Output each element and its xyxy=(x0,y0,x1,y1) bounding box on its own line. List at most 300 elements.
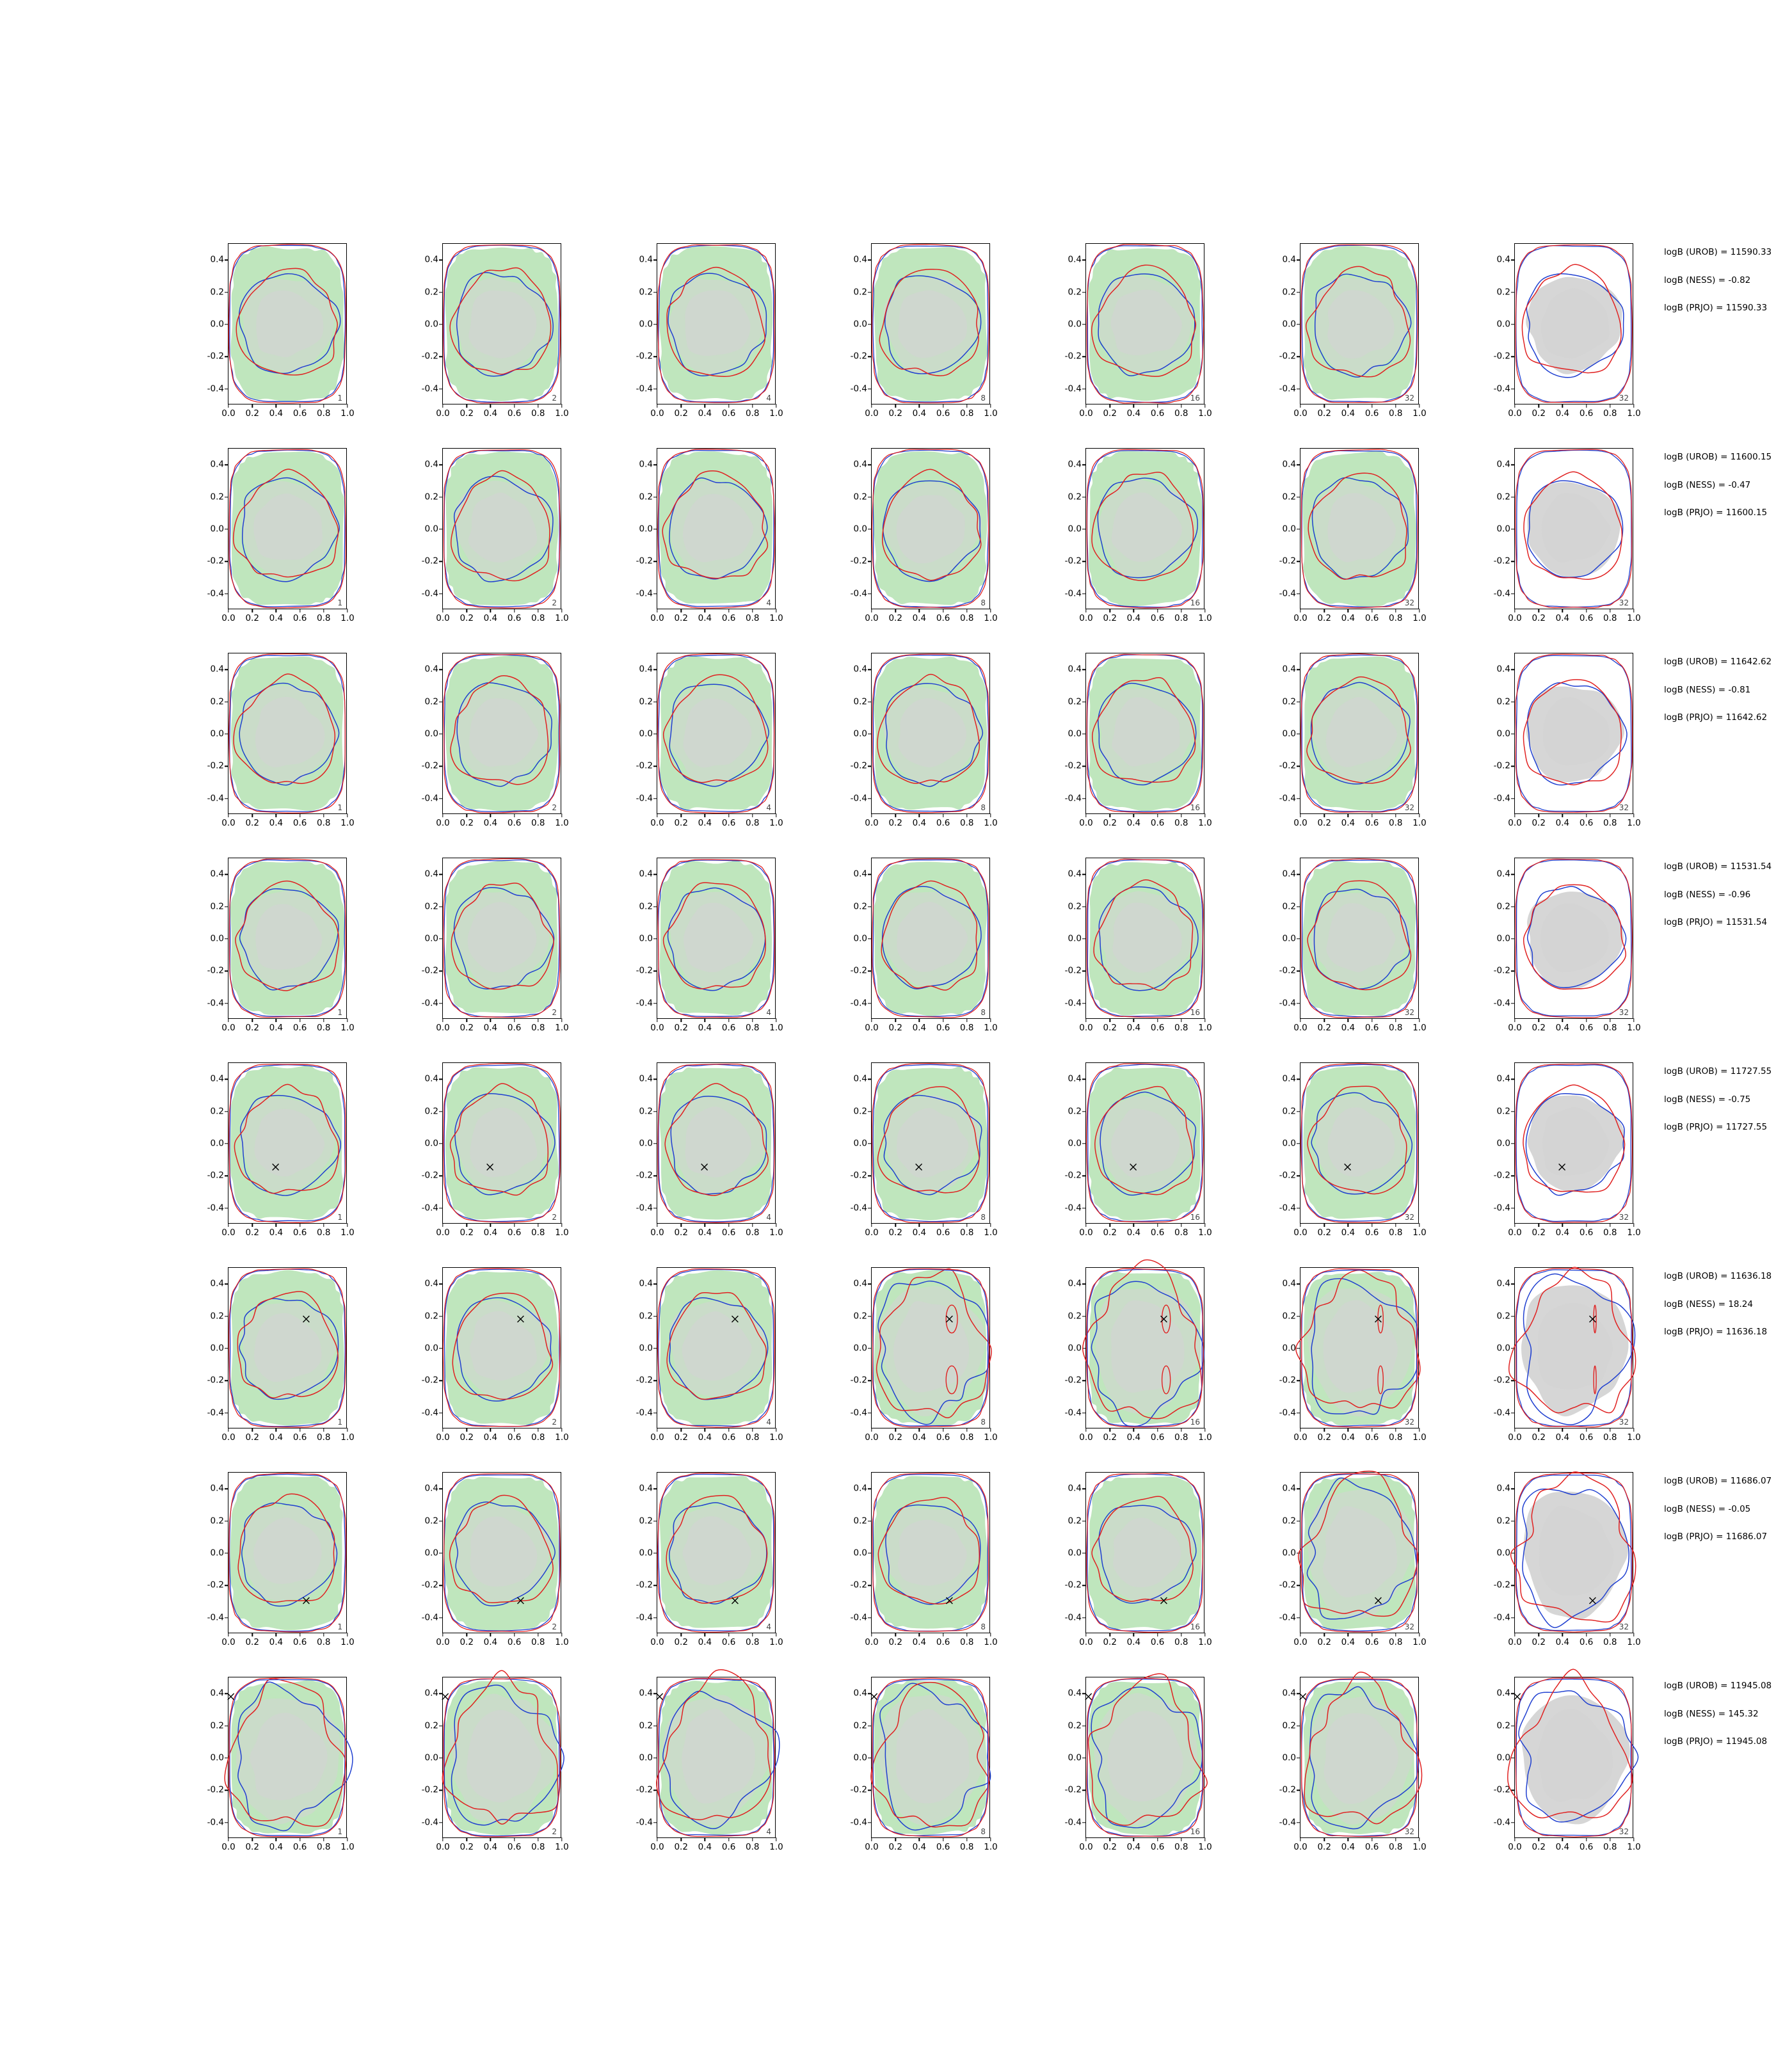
y-tick-label: -0.4 xyxy=(421,1203,438,1213)
y-tick-label: 0.0 xyxy=(639,1343,653,1354)
contour-panel[interactable] xyxy=(406,1261,569,1466)
y-tick-label: 0.4 xyxy=(853,1688,867,1699)
y-tick-label: -0.4 xyxy=(1279,588,1296,599)
contour-panel[interactable] xyxy=(192,1261,355,1466)
x-tick-label: 0.0 xyxy=(1293,1228,1308,1238)
panel-axes xyxy=(1064,448,1212,623)
x-tick-label: 0.4 xyxy=(912,1228,927,1238)
contour-panel[interactable] xyxy=(621,442,781,646)
y-tick-label: -0.2 xyxy=(1064,1580,1082,1590)
x-tick-label: 1.0 xyxy=(1627,613,1641,623)
x-tick-label: 0.4 xyxy=(912,408,927,419)
x-tick-label: 1.0 xyxy=(984,408,998,419)
panel-corner-label: 1 xyxy=(337,1622,342,1631)
contour-panel[interactable] xyxy=(621,1261,781,1466)
y-tick-label: 0.4 xyxy=(1496,1688,1510,1699)
contour-plot xyxy=(443,1677,561,1837)
x-tick-label: 0.6 xyxy=(1579,1432,1594,1443)
x-tick-label: 0.0 xyxy=(865,613,879,623)
contour-panel[interactable] xyxy=(406,1056,569,1261)
panel-corner-label: 8 xyxy=(980,1213,986,1222)
x-tick-label: 0.8 xyxy=(960,818,974,828)
x-tick-label: 0.6 xyxy=(507,613,522,623)
y-tick-label: 0.4 xyxy=(424,1278,438,1289)
y-tick-label: 0.0 xyxy=(210,524,224,534)
contour-panel[interactable] xyxy=(1050,646,1210,851)
y-tick-label: 0.2 xyxy=(424,900,438,911)
panel-axes xyxy=(1279,243,1427,419)
y-tick-label: 0.4 xyxy=(853,664,867,675)
y-tick-label: 0.0 xyxy=(1068,1548,1082,1558)
contour-plot xyxy=(657,1473,775,1633)
panel-axes xyxy=(1493,243,1641,419)
contour-panel[interactable] xyxy=(1478,237,1641,442)
y-tick-label: -0.2 xyxy=(636,1170,653,1181)
contour-panel[interactable] xyxy=(1478,1261,1641,1466)
contour-panel[interactable] xyxy=(406,1466,569,1670)
contour-plot xyxy=(228,858,346,1018)
y-tick-label: 0.0 xyxy=(1282,1752,1296,1763)
x-tick-label: 0.0 xyxy=(1508,818,1522,828)
y-tick-label: -0.2 xyxy=(850,760,867,771)
x-tick-label: 0.0 xyxy=(1079,408,1093,419)
contour-panel[interactable] xyxy=(621,646,781,851)
contour-panel[interactable] xyxy=(1050,1670,1210,1875)
panel-corner-label: 8 xyxy=(980,598,986,607)
contour-panel[interactable] xyxy=(406,442,569,646)
x-tick-label: 1.0 xyxy=(984,1842,998,1852)
x-tick-label: 0.0 xyxy=(1293,818,1308,828)
log-bayes-factor-annotation: logB (UROB) = 11727.55 xyxy=(1664,1066,1772,1076)
panel-axes xyxy=(207,858,355,1033)
x-tick-label: 1.0 xyxy=(1627,1432,1641,1443)
panel-axes xyxy=(1064,653,1212,828)
contour-panel[interactable] xyxy=(1050,1261,1210,1466)
y-tick-label: -0.2 xyxy=(1493,965,1510,976)
contour-panel[interactable] xyxy=(1050,851,1210,1056)
panel-corner-label: 2 xyxy=(552,598,557,607)
contour-panel[interactable] xyxy=(1478,1670,1641,1875)
y-tick-label: 0.0 xyxy=(853,1548,867,1558)
x-tick-label: 0.6 xyxy=(292,1637,307,1647)
log-bayes-factor-annotation: logB (UROB) = 11686.07 xyxy=(1664,1476,1772,1486)
x-tick-label: 0.4 xyxy=(269,1228,284,1238)
x-tick-label: 0.2 xyxy=(1317,408,1331,419)
y-tick-label: 0.4 xyxy=(1282,254,1296,265)
contour-panel[interactable] xyxy=(835,646,998,851)
y-tick-label: 0.0 xyxy=(639,1752,653,1763)
contour-panel[interactable] xyxy=(835,237,998,442)
y-tick-label: 0.2 xyxy=(210,1720,224,1731)
x-tick-label: 0.2 xyxy=(460,1023,474,1033)
contour-panel[interactable] xyxy=(1264,646,1427,851)
panel-corner-label: 1 xyxy=(337,1213,342,1222)
y-tick-label: 0.4 xyxy=(1496,459,1510,470)
x-tick-label: 0.8 xyxy=(531,1842,545,1852)
contour-panel[interactable] xyxy=(406,237,569,442)
x-tick-label: 0.0 xyxy=(865,408,879,419)
y-tick-label: -0.4 xyxy=(636,1817,653,1828)
x-tick-label: 1.0 xyxy=(1412,1637,1427,1647)
x-tick-label: 0.4 xyxy=(483,1432,498,1443)
y-tick-label: -0.2 xyxy=(1279,760,1296,771)
y-tick-label: 0.0 xyxy=(1496,728,1510,739)
contour-panel[interactable] xyxy=(1478,1466,1641,1670)
y-tick-label: -0.4 xyxy=(636,383,653,394)
y-tick-label: 0.0 xyxy=(1068,319,1082,330)
x-tick-label: 0.6 xyxy=(1150,1023,1165,1033)
x-tick-label: 0.2 xyxy=(460,818,474,828)
contour-plot xyxy=(228,449,346,609)
x-tick-label: 0.6 xyxy=(292,613,307,623)
panel-corner-label: 4 xyxy=(766,1827,771,1836)
x-tick-label: 0.4 xyxy=(1555,1228,1570,1238)
y-tick-label: -0.2 xyxy=(1064,965,1082,976)
x-tick-label: 0.6 xyxy=(1579,818,1594,828)
x-tick-label: 1.0 xyxy=(340,1432,355,1443)
y-tick-label: -0.4 xyxy=(636,1203,653,1213)
y-tick-label: -0.2 xyxy=(1064,351,1082,362)
y-tick-label: 0.0 xyxy=(639,1138,653,1149)
panel-axes xyxy=(421,1677,569,1852)
panel-corner-label: 16 xyxy=(1190,1418,1200,1427)
contour-plot xyxy=(657,858,775,1018)
contour-plot xyxy=(1515,449,1633,609)
contour-plot xyxy=(1515,1677,1633,1837)
y-tick-label: 0.0 xyxy=(210,1752,224,1763)
x-tick-label: 0.8 xyxy=(1174,1637,1188,1647)
log-bayes-factor-annotation: logB (PRJO) = 11590.33 xyxy=(1664,303,1768,313)
contour-panel[interactable] xyxy=(192,1670,355,1875)
x-tick-label: 0.2 xyxy=(245,408,259,419)
panel-corner-label: 4 xyxy=(766,1008,771,1017)
x-tick-label: 0.6 xyxy=(507,1023,522,1033)
contour-panel[interactable] xyxy=(835,1056,998,1261)
contour-panel[interactable] xyxy=(1050,442,1210,646)
x-tick-label: 0.8 xyxy=(531,818,545,828)
log-bayes-factor-annotation: logB (NESS) = -0.96 xyxy=(1664,889,1751,900)
x-tick-label: 0.0 xyxy=(865,1842,879,1852)
x-tick-label: 0.6 xyxy=(507,1228,522,1238)
y-tick-label: 0.4 xyxy=(639,459,653,470)
x-tick-label: 1.0 xyxy=(1412,818,1427,828)
contour-plot xyxy=(1300,1063,1418,1223)
contour-plot xyxy=(228,1268,346,1428)
contour-panel[interactable] xyxy=(406,1670,569,1875)
contour-panel[interactable] xyxy=(1264,237,1427,442)
x-tick-label: 0.0 xyxy=(1079,1432,1093,1443)
contour-panel[interactable] xyxy=(835,851,998,1056)
contour-panel[interactable] xyxy=(1050,1466,1210,1670)
x-tick-label: 0.8 xyxy=(1603,1023,1617,1033)
contour-panel[interactable] xyxy=(192,237,355,442)
x-tick-label: 0.6 xyxy=(292,1228,307,1238)
x-tick-label: 0.0 xyxy=(436,408,450,419)
panel-corner-label: 8 xyxy=(980,1622,986,1631)
y-tick-label: -0.4 xyxy=(850,588,867,599)
row-annotation-block xyxy=(1664,863,1792,947)
x-tick-label: 0.0 xyxy=(221,408,236,419)
x-tick-label: 0.4 xyxy=(1126,613,1141,623)
panel-corner-label: 4 xyxy=(766,1418,771,1427)
x-tick-label: 0.8 xyxy=(746,1637,760,1647)
log-bayes-factor-annotation: logB (UROB) = 11590.33 xyxy=(1664,247,1772,257)
x-tick-label: 1.0 xyxy=(769,613,783,623)
x-tick-label: 0.2 xyxy=(1103,1228,1117,1238)
contour-plot xyxy=(228,1677,346,1837)
y-tick-label: -0.2 xyxy=(421,351,438,362)
x-tick-label: 0.6 xyxy=(1579,1228,1594,1238)
contour-panel[interactable] xyxy=(1264,851,1427,1056)
x-tick-label: 0.6 xyxy=(292,1432,307,1443)
x-tick-label: 0.0 xyxy=(1293,1637,1308,1647)
contour-panel[interactable] xyxy=(621,237,781,442)
log-bayes-factor-annotation: logB (UROB) = 11600.15 xyxy=(1664,452,1772,462)
panel-corner-label: 32 xyxy=(1619,1213,1629,1222)
x-tick-label: 0.8 xyxy=(746,818,760,828)
y-tick-label: 0.0 xyxy=(853,728,867,739)
contour-panel[interactable] xyxy=(1264,1466,1427,1670)
y-tick-label: 0.0 xyxy=(424,524,438,534)
y-tick-label: 0.2 xyxy=(853,491,867,502)
x-tick-label: 0.2 xyxy=(674,408,688,419)
contour-panel[interactable] xyxy=(406,646,569,851)
x-tick-label: 0.2 xyxy=(1103,613,1117,623)
y-tick-label: 0.4 xyxy=(639,664,653,675)
x-tick-label: 0.4 xyxy=(269,1842,284,1852)
contour-panel[interactable] xyxy=(1050,237,1210,442)
x-tick-label: 0.4 xyxy=(912,1023,927,1033)
contour-panel[interactable] xyxy=(1264,442,1427,646)
x-tick-label: 0.4 xyxy=(912,1637,927,1647)
y-tick-label: -0.4 xyxy=(850,1612,867,1623)
contour-panel[interactable] xyxy=(835,1261,998,1466)
y-tick-label: -0.2 xyxy=(1279,351,1296,362)
x-tick-label: 0.4 xyxy=(483,613,498,623)
x-tick-label: 0.8 xyxy=(1174,818,1188,828)
y-tick-label: 0.0 xyxy=(424,1138,438,1149)
x-tick-label: 0.2 xyxy=(674,613,688,623)
x-tick-label: 0.8 xyxy=(1389,818,1403,828)
contour-panel[interactable] xyxy=(1264,1056,1427,1261)
contour-panel[interactable] xyxy=(621,1056,781,1261)
x-tick-label: 0.8 xyxy=(1389,1228,1403,1238)
y-tick-label: 0.0 xyxy=(1496,524,1510,534)
y-tick-label: -0.2 xyxy=(850,965,867,976)
y-tick-label: 0.2 xyxy=(1068,1105,1082,1116)
y-tick-label: -0.4 xyxy=(1493,1203,1510,1213)
x-tick-label: 0.0 xyxy=(221,1842,236,1852)
contour-plot xyxy=(1300,1677,1418,1837)
contour-plot xyxy=(872,1268,989,1428)
log-bayes-factor-annotation: logB (NESS) = -0.81 xyxy=(1664,684,1751,695)
y-tick-label: -0.4 xyxy=(636,793,653,804)
log-bayes-factor-annotation: logB (PRJO) = 11636.18 xyxy=(1664,1327,1768,1337)
y-tick-label: 0.2 xyxy=(639,900,653,911)
panel-corner-label: 2 xyxy=(552,1213,557,1222)
contour-panel[interactable] xyxy=(1478,1056,1641,1261)
contour-panel[interactable] xyxy=(835,1466,998,1670)
contour-panel[interactable] xyxy=(192,1056,355,1261)
x-tick-label: 0.8 xyxy=(960,1432,974,1443)
panel-axes xyxy=(421,448,569,623)
y-tick-label: 0.0 xyxy=(1282,1138,1296,1149)
x-tick-label: 1.0 xyxy=(555,818,569,828)
panel-axes xyxy=(636,243,783,419)
y-tick-label: 0.2 xyxy=(210,1105,224,1116)
contour-panel[interactable] xyxy=(406,851,569,1056)
y-tick-label: 0.4 xyxy=(1496,1073,1510,1084)
x-tick-label: 1.0 xyxy=(769,818,783,828)
y-tick-label: 0.0 xyxy=(424,933,438,944)
x-tick-label: 0.2 xyxy=(1317,1023,1331,1033)
panel-corner-label: 4 xyxy=(766,803,771,812)
panel-axes xyxy=(1493,1677,1641,1852)
y-tick-label: 0.2 xyxy=(853,1105,867,1116)
y-tick-label: 0.0 xyxy=(639,933,653,944)
y-tick-label: -0.2 xyxy=(421,1784,438,1795)
y-tick-label: 0.4 xyxy=(853,459,867,470)
y-tick-label: -0.2 xyxy=(1279,556,1296,566)
panel-axes xyxy=(1279,653,1427,828)
contour-panel[interactable] xyxy=(192,851,355,1056)
x-tick-label: 1.0 xyxy=(1627,818,1641,828)
y-tick-label: 0.4 xyxy=(639,254,653,265)
y-tick-label: -0.2 xyxy=(421,1580,438,1590)
y-tick-label: 0.0 xyxy=(639,728,653,739)
x-tick-label: 0.6 xyxy=(1150,1228,1165,1238)
y-tick-label: 0.0 xyxy=(1282,1548,1296,1558)
panel-axes xyxy=(850,653,998,828)
panel-axes xyxy=(421,243,569,419)
contour-panel[interactable] xyxy=(835,442,998,646)
x-tick-label: 0.4 xyxy=(1126,818,1141,828)
log-bayes-factor-annotation: logB (NESS) = -0.82 xyxy=(1664,275,1751,285)
y-tick-label: 0.0 xyxy=(1068,1343,1082,1354)
x-tick-label: 0.8 xyxy=(1603,1637,1617,1647)
x-tick-label: 0.4 xyxy=(912,1432,927,1443)
x-tick-label: 1.0 xyxy=(340,818,355,828)
contour-panel[interactable] xyxy=(1264,1261,1427,1466)
y-tick-label: 0.0 xyxy=(1496,933,1510,944)
y-tick-label: 0.2 xyxy=(639,1515,653,1526)
x-tick-label: 1.0 xyxy=(1412,1432,1427,1443)
x-tick-label: 0.6 xyxy=(721,1842,736,1852)
contour-plot xyxy=(657,449,775,609)
contour-plot xyxy=(1086,1268,1204,1428)
x-tick-label: 0.4 xyxy=(1126,1842,1141,1852)
log-bayes-factor-annotation: logB (UROB) = 11636.18 xyxy=(1664,1271,1772,1281)
contour-panel[interactable] xyxy=(1478,442,1641,646)
x-tick-label: 0.0 xyxy=(221,1432,236,1443)
x-tick-label: 1.0 xyxy=(1412,1228,1427,1238)
x-tick-label: 0.4 xyxy=(483,1637,498,1647)
x-tick-label: 1.0 xyxy=(984,1432,998,1443)
x-tick-label: 0.0 xyxy=(1508,1228,1522,1238)
contour-panel[interactable] xyxy=(621,851,781,1056)
x-tick-label: 0.6 xyxy=(936,1637,950,1647)
x-tick-label: 0.4 xyxy=(912,613,927,623)
y-tick-label: 0.2 xyxy=(424,1105,438,1116)
contour-panel[interactable] xyxy=(192,442,355,646)
x-tick-label: 0.6 xyxy=(1364,1842,1379,1852)
x-tick-label: 0.4 xyxy=(1341,1637,1356,1647)
contour-panel[interactable] xyxy=(621,1466,781,1670)
panel-corner-label: 32 xyxy=(1619,1827,1629,1836)
y-tick-label: -0.4 xyxy=(1279,793,1296,804)
x-tick-label: 0.6 xyxy=(721,1228,736,1238)
x-tick-label: 1.0 xyxy=(555,408,569,419)
y-tick-label: -0.4 xyxy=(850,793,867,804)
panel-corner-label: 32 xyxy=(1404,598,1414,607)
panel-corner-label: 1 xyxy=(337,1827,342,1836)
x-tick-label: 0.0 xyxy=(221,818,236,828)
x-tick-label: 1.0 xyxy=(1198,613,1212,623)
y-tick-label: 0.2 xyxy=(1068,1310,1082,1321)
x-tick-label: 0.4 xyxy=(698,1637,712,1647)
y-tick-label: -0.4 xyxy=(636,1407,653,1418)
x-tick-label: 0.8 xyxy=(1603,1842,1617,1852)
y-tick-label: -0.4 xyxy=(850,998,867,1009)
y-tick-label: 0.0 xyxy=(853,1752,867,1763)
contour-panel[interactable] xyxy=(192,646,355,851)
panel-row xyxy=(192,1056,1772,1261)
row-annotation-block xyxy=(1664,1272,1792,1356)
x-tick-label: 1.0 xyxy=(1627,408,1641,419)
y-tick-label: -0.2 xyxy=(1064,1784,1082,1795)
x-tick-label: 0.2 xyxy=(888,613,902,623)
y-tick-label: 0.4 xyxy=(639,1688,653,1699)
panel-corner-label: 2 xyxy=(552,1622,557,1631)
contour-panel[interactable] xyxy=(1478,646,1641,851)
panel-axes xyxy=(1064,1472,1212,1647)
y-tick-label: -0.4 xyxy=(1064,998,1082,1009)
contour-plot xyxy=(443,244,561,404)
y-tick-label: 0.2 xyxy=(1282,491,1296,502)
y-tick-label: -0.2 xyxy=(850,1375,867,1386)
panel-axes xyxy=(850,858,998,1033)
y-tick-label: 0.4 xyxy=(210,1688,224,1699)
contour-panel[interactable] xyxy=(1264,1670,1427,1875)
contour-panel[interactable] xyxy=(835,1670,998,1875)
contour-panel[interactable] xyxy=(1050,1056,1210,1261)
y-tick-label: 0.4 xyxy=(853,1073,867,1084)
x-tick-label: 0.0 xyxy=(1079,1228,1093,1238)
y-tick-label: -0.2 xyxy=(1279,1784,1296,1795)
x-tick-label: 0.4 xyxy=(1341,613,1356,623)
x-tick-label: 0.0 xyxy=(650,408,664,419)
y-tick-label: -0.4 xyxy=(1279,1407,1296,1418)
x-tick-label: 0.8 xyxy=(746,613,760,623)
panel-axes xyxy=(1064,243,1212,419)
contour-panel[interactable] xyxy=(621,1670,781,1875)
y-tick-label: -0.4 xyxy=(1279,1203,1296,1213)
x-tick-label: 0.4 xyxy=(1555,1432,1570,1443)
panel-corner-label: 32 xyxy=(1404,1418,1414,1427)
panel-corner-label: 16 xyxy=(1190,1622,1200,1631)
y-tick-label: 0.4 xyxy=(1068,664,1082,675)
y-tick-label: -0.4 xyxy=(850,1203,867,1213)
x-tick-label: 0.0 xyxy=(436,1842,450,1852)
y-tick-label: 0.0 xyxy=(424,728,438,739)
x-tick-label: 0.4 xyxy=(698,1842,712,1852)
x-tick-label: 0.2 xyxy=(1532,1432,1546,1443)
contour-panel[interactable] xyxy=(192,1466,355,1670)
contour-panel[interactable] xyxy=(1478,851,1641,1056)
x-tick-label: 0.2 xyxy=(1103,818,1117,828)
y-tick-label: -0.4 xyxy=(850,1407,867,1418)
panel-axes xyxy=(1279,1472,1427,1647)
